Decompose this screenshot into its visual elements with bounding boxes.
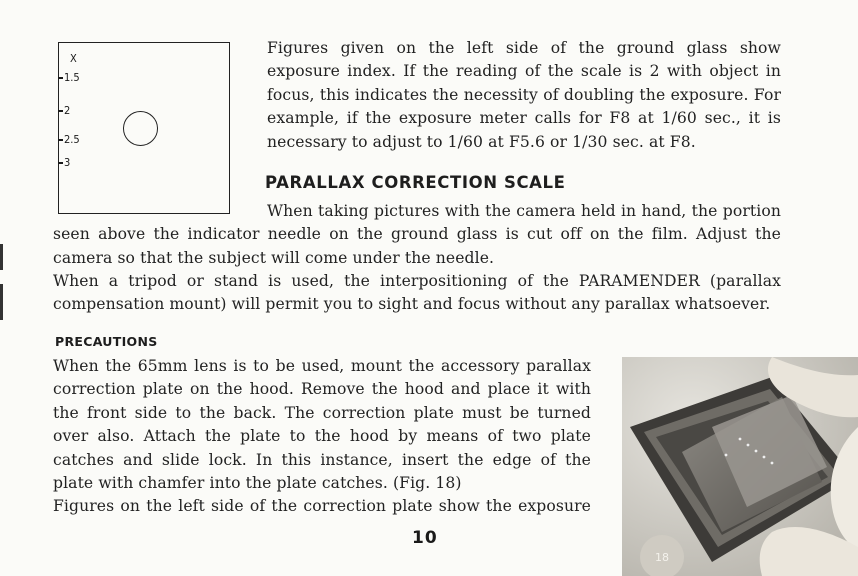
ground-glass-scale-diagram [58, 42, 230, 214]
scale-label-2: 2 [64, 104, 71, 117]
precautions-paragraph: When the 65mm lens is to be used, mount the accessory parallax correction plate on the hood. Remove the hood and place it with the front side to the back. The correction plate must be turned over also. Attach the plate to the hood by means of two plate catches and slide lock. In this instance, insert the edge of the plate with chamfer into the plate catches. (Fig. 18) [53, 357, 591, 493]
parallax-paragraph-1: When taking pictures with the camera held in hand, the portion seen above the indicator needle on the ground glass is cut off on the film. Adjust the camera so that the subject will come under the needle. [53, 202, 781, 267]
parallax-paragraph-2: When a tripod or stand is used, the interpositioning of the PARAMENDER (parallax compensation mount) will permit you to sight and focus without any parallax whatsoever. [53, 272, 781, 314]
margin-mark-upper [0, 244, 3, 270]
scale-tick-2 [58, 110, 63, 112]
scale-label-3: 3 [64, 156, 71, 169]
continuation-text: Figures on the left side of the correction plate show the exposure [53, 497, 591, 515]
scale-label-1-5: 1.5 [64, 71, 80, 84]
scale-tick-1-5 [58, 77, 63, 79]
figure-number-label: 18 [655, 551, 669, 564]
margin-mark-lower [0, 284, 3, 320]
figure-18-illustration [622, 357, 858, 576]
scale-label-x: X [70, 52, 77, 65]
intro-paragraph: Figures given on the left side of the ground glass show exposure index. If the reading of the scale is 2 with object in focus, this indicates the necessity of doubling the exposure. For example, if the exposure meter calls for F8 at 1/60 sec., it is necessary to adjust to 1/60 at F5.6 or 1/30 sec. at F8. [267, 39, 781, 151]
parallax-heading: PARALLAX CORRECTION SCALE [265, 173, 566, 192]
scale-tick-3 [58, 162, 63, 164]
focus-circle [123, 111, 158, 146]
precautions-heading: PRECAUTIONS [55, 334, 158, 349]
scale-tick-2-5 [58, 139, 63, 141]
page-number: 10 [412, 528, 438, 548]
figure-18-photo [622, 357, 858, 576]
scale-label-2-5: 2.5 [64, 133, 80, 146]
